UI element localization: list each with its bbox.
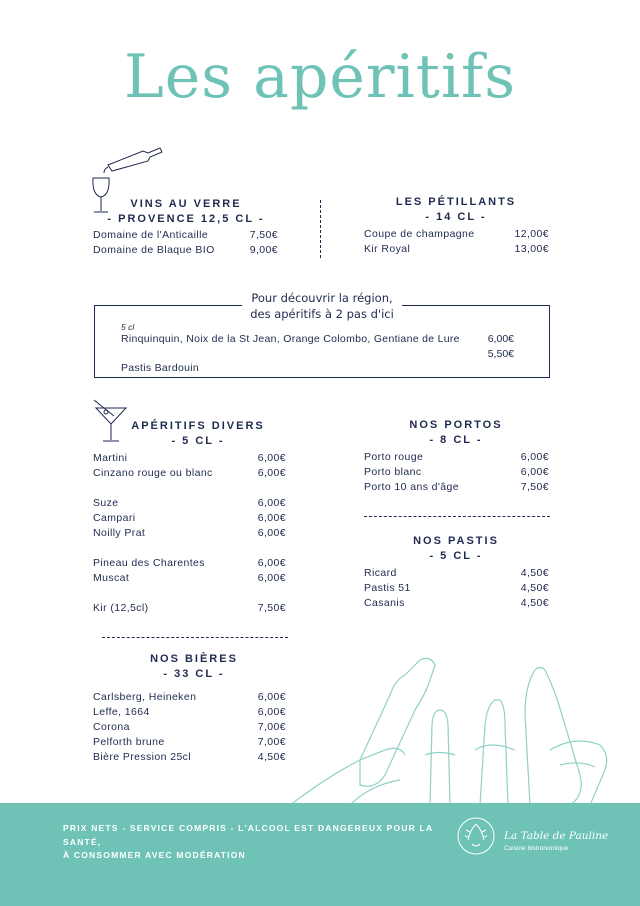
brand-name: La Table de Pauline — [504, 830, 609, 842]
column-divider — [320, 200, 321, 258]
region-title: Pour découvrir la région, des apéritifs à 2 pas d'ici — [242, 290, 402, 322]
region-size: 5 cl — [121, 322, 135, 332]
region-last-item: Pastis Bardouin — [121, 362, 200, 374]
section-divider — [364, 516, 550, 517]
pastis-title: NOS PASTIS — [413, 535, 499, 547]
bieres-heading — [108, 652, 280, 682]
vins-title: VINS AU VERRE — [130, 198, 242, 210]
section-divider — [102, 637, 288, 638]
cheers-bottles-illustration — [290, 655, 620, 805]
petillants-heading — [370, 195, 542, 225]
pastis-subtitle: - 5 CL - — [429, 550, 483, 562]
portos-heading — [370, 418, 542, 448]
portos-title: NOS PORTOS — [409, 419, 503, 431]
bieres-subtitle: - 33 CL - — [163, 668, 225, 680]
vins-subtitle: - PROVENCE 12,5 CL - — [107, 213, 265, 225]
pastis-heading — [370, 534, 542, 564]
divers-title: APÉRITIFS DIVERS — [131, 420, 265, 432]
bieres-title: NOS BIÈRES — [150, 653, 238, 665]
petillants-subtitle: - 14 CL - — [425, 211, 487, 223]
region-prices: 6,00€ 5,50€ — [487, 333, 514, 360]
brand-subtitle: Cuisine bistronomique — [504, 845, 569, 852]
footer-note: PRIX NETS - SERVICE COMPRIS - L'ALCOOL EST DANGEREUX POUR LA SANTÉ, À CONSOMMER AVEC MODÉRATION — [63, 823, 433, 860]
petillants-title: LES PÉTILLANTS — [395, 196, 517, 208]
brand-wreath-logo — [456, 816, 496, 856]
region-text: Rinquinquin, Noix de la St Jean, Orange Colombo, Gentiane de Lure — [121, 333, 460, 345]
divers-heading — [112, 419, 284, 449]
vins-heading — [100, 197, 272, 227]
page-title: Les apéritifs — [123, 42, 517, 112]
portos-subtitle: - 8 CL - — [429, 434, 483, 446]
divers-subtitle: - 5 CL - — [171, 435, 225, 447]
